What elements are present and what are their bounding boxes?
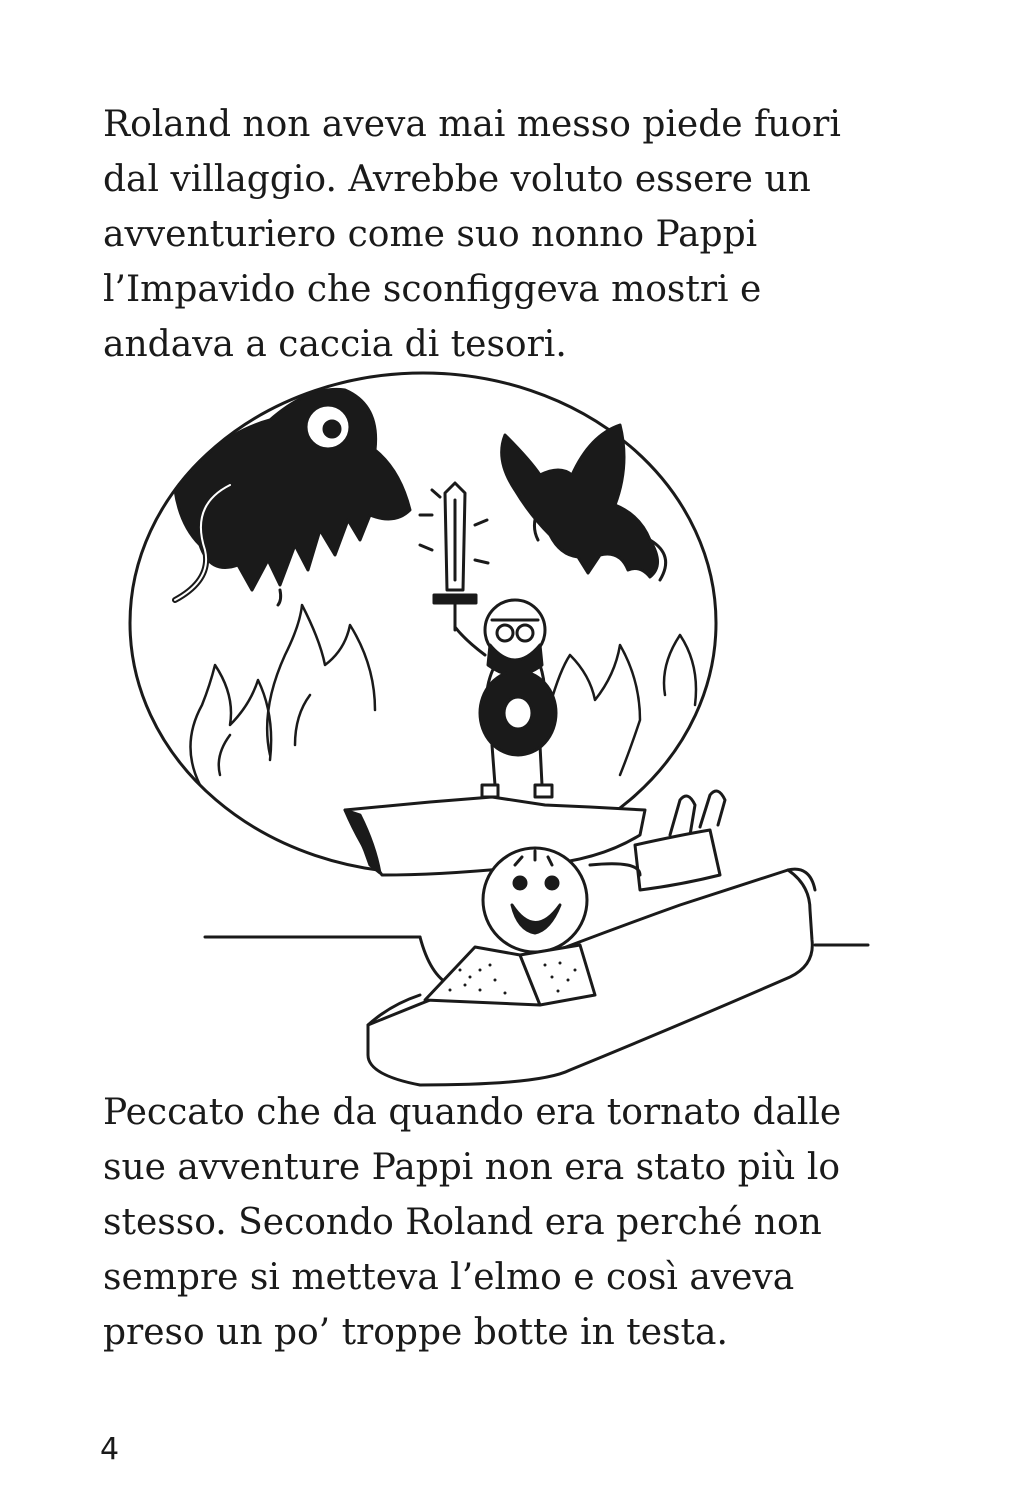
text-line: dal villaggio. Avrebbe voluto essere un [103,159,811,200]
text-line: avventuriero come suo nonno Pappi [103,214,758,255]
bat-creature-drawing [502,425,666,580]
hero-figure-drawing [455,600,556,797]
text-line: sue avventure Pappi non era stato più lo [103,1147,841,1188]
paragraph-pappi [103,1085,903,1360]
text-line: l’Impavido che sconfiggeva mostri e [103,269,762,310]
text-line: Roland non aveva mai messo piede fuori [103,104,841,145]
text-line: stesso. Secondo Roland era perché non [103,1202,822,1243]
flames-drawing [190,605,696,785]
sword-drawing [420,483,488,630]
bed-drawing [368,869,815,1085]
dragon-drawing [175,389,410,605]
feet-drawing [635,791,725,890]
illustration-dream-bubble [120,365,880,1095]
text-line: Peccato che da quando era tornato dalle [103,1092,842,1133]
paragraph-intro [103,97,903,372]
text-line: preso un po’ troppe botte in testa. [103,1312,728,1353]
text-line: andava a caccia di tesori. [103,324,567,365]
page-number: 4 [100,1432,120,1467]
text-line: sempre si metteva l’elmo e così aveva [103,1257,795,1298]
open-book-drawing [425,945,595,1005]
